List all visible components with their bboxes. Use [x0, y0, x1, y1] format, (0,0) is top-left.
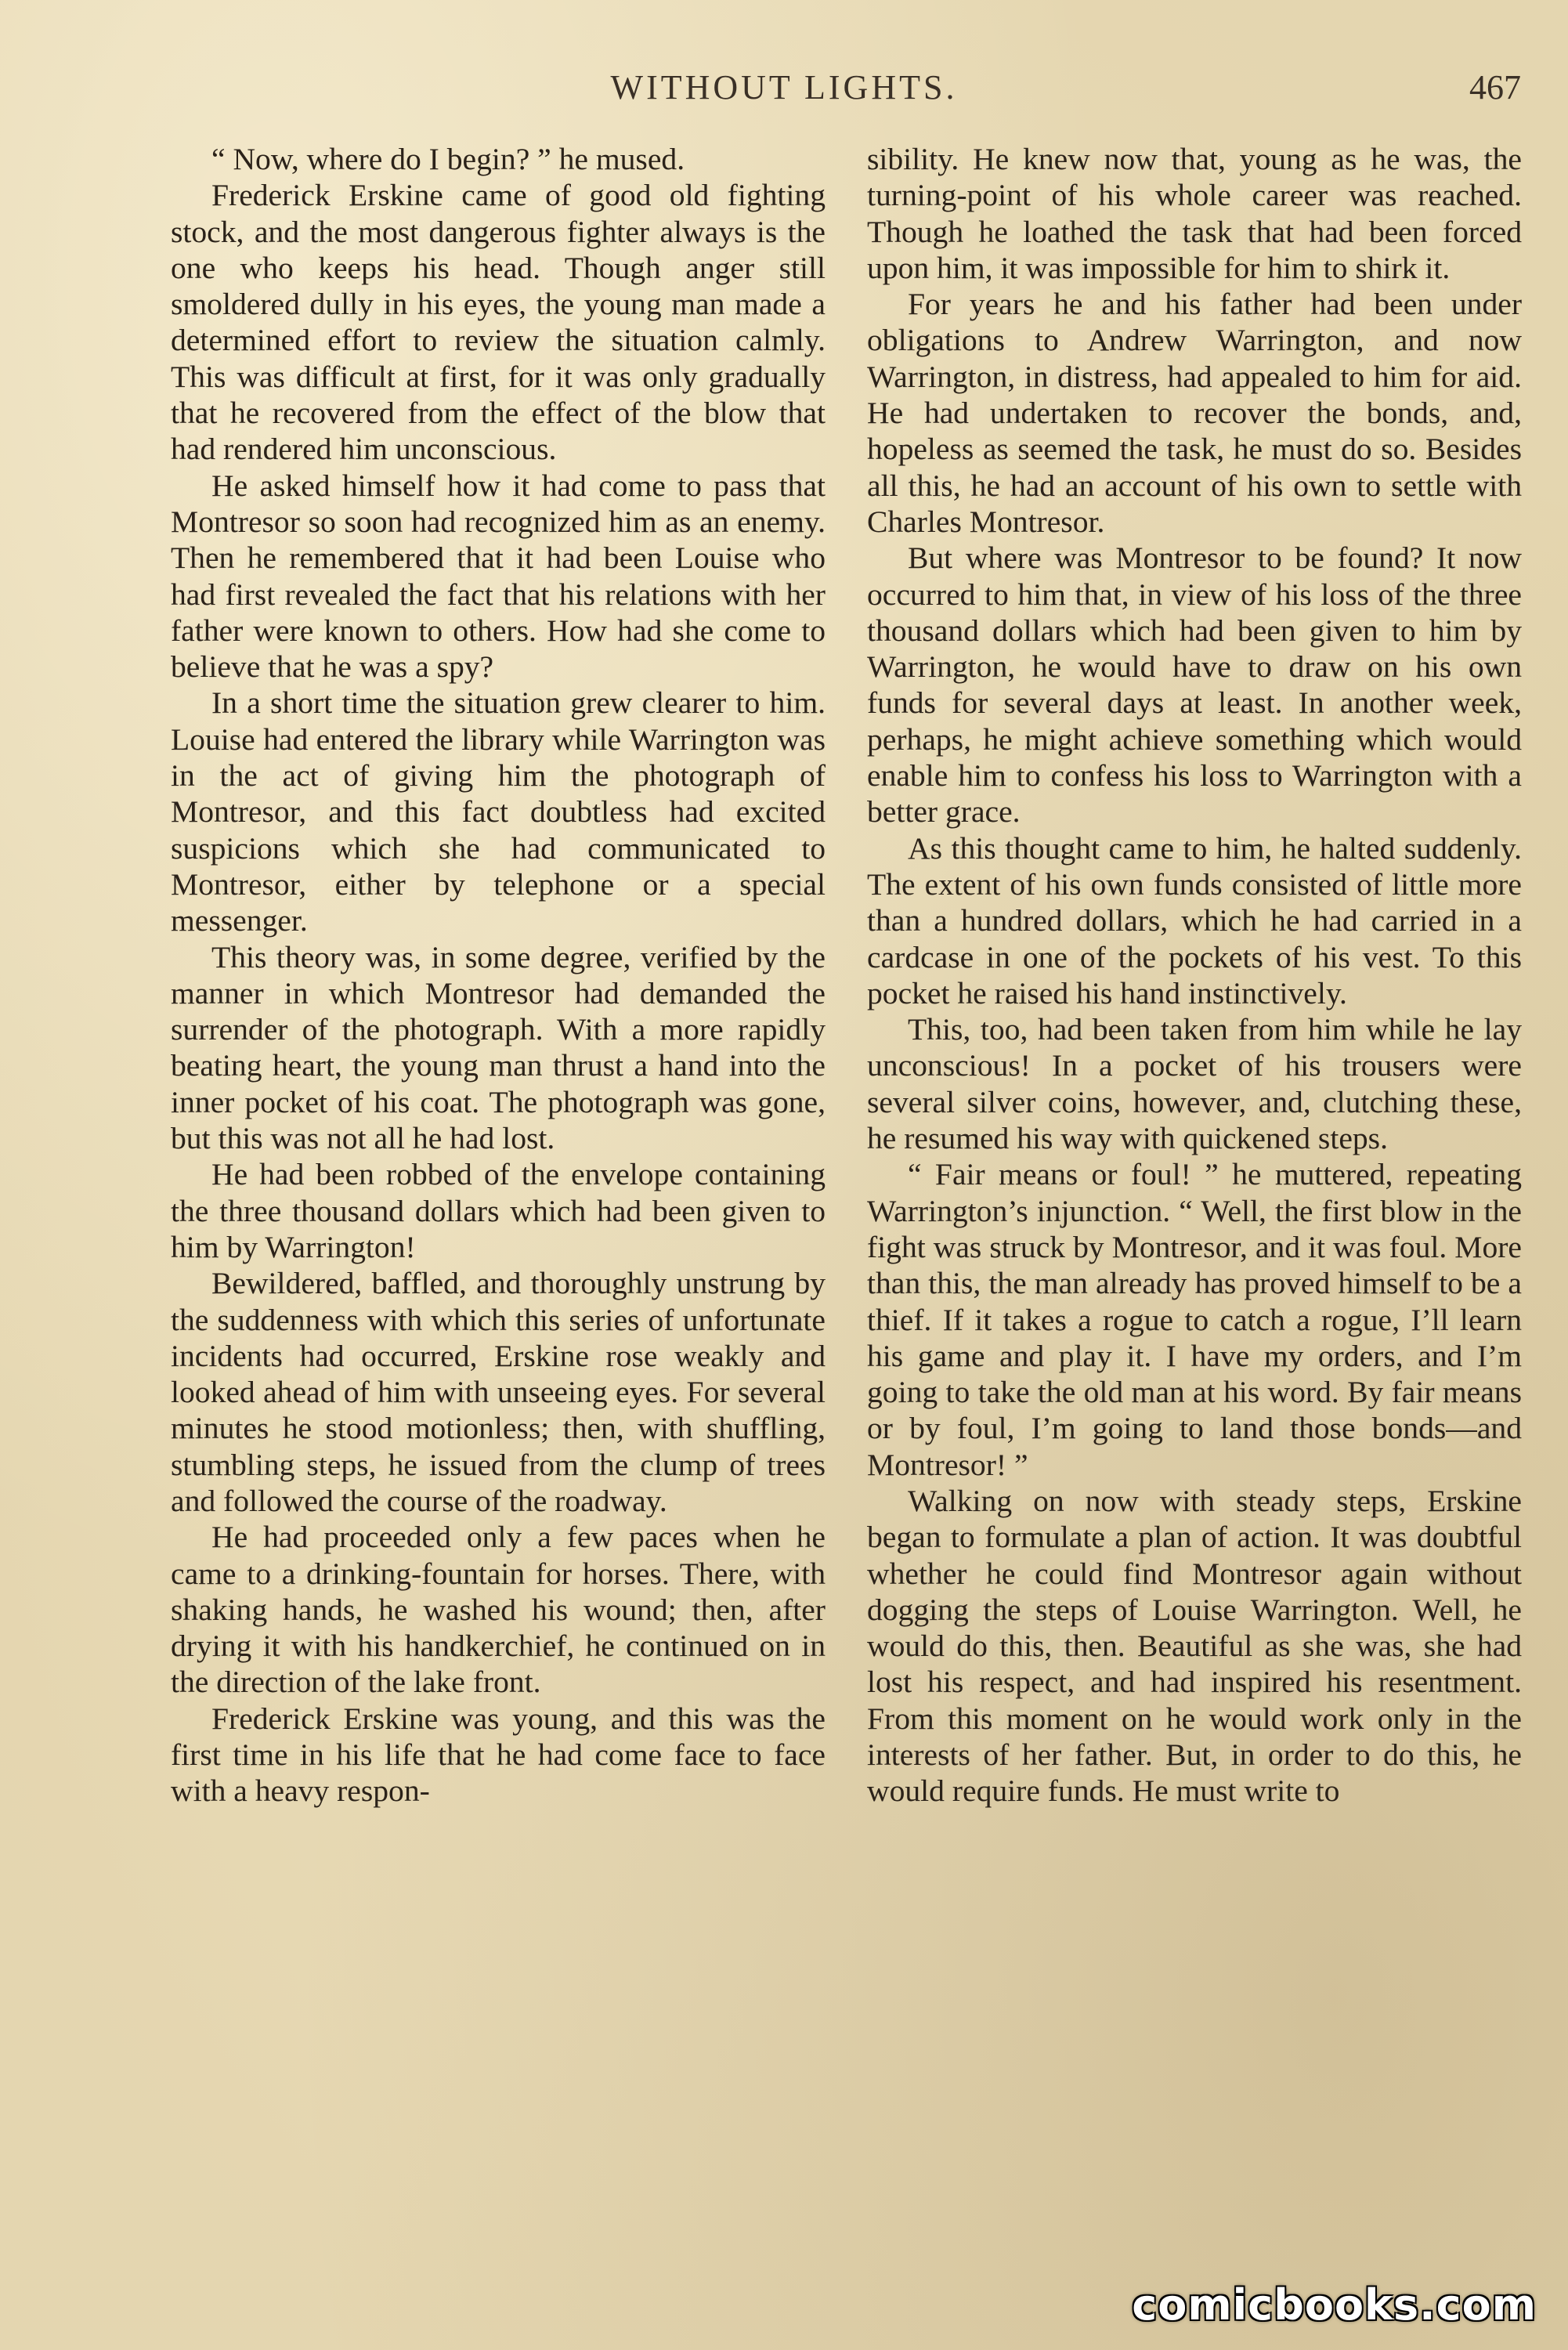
- paragraph: Frederick Erskine came of good old fighting stock, and the most dangerous fighter always is the one who keeps his head. Though anger still smoldered dully in his eyes, the young man made a determined effort to review the situation calmly. This was difficult at first, for it was only gradually that he recovered from the effect of the blow that had rendered him unconscious.: [171, 178, 826, 467]
- right-column: [867, 141, 1522, 2209]
- paragraph: In a short time the situation grew clearer to him. Louise had entered the library while Warrington was in the act of giving him the photograph of Montresor, and this fact doubtless had excited suspicions which she had communicated to Montresor, either by telephone or a special messenger.: [171, 685, 826, 938]
- left-column: [171, 141, 826, 2209]
- page-number: 467: [1469, 68, 1521, 107]
- running-title: WITHOUT LIGHTS.: [610, 68, 958, 107]
- paragraph: He had been robbed of the envelope containing the three thousand dollars which had been given to him by Warrington!: [171, 1157, 826, 1264]
- paragraph: But where was Montresor to be found? It now occurred to him that, in view of his loss of the three thousand dollars which had been given to him by Warrington, he would have to draw on his own funds for several days at least. In another week, perhaps, he might achieve something which would enable him to confess his loss to Warrington with a better grace.: [867, 540, 1522, 830]
- page-header: [0, 67, 1568, 122]
- paragraph: Bewildered, baffled, and thoroughly unstrung by the suddenness with which this series of unfortunate incidents had occurred, Erskine rose weakly and looked ahead of him with unseeing eyes. For several minutes he stood motionless; then, with shuffling, stumbling steps, he issued from the clump of trees and followed the course of the roadway.: [171, 1266, 826, 1518]
- paragraph-continuation: sibility. He knew now that, young as he was, the turning-point of his whole career was reached. Though he loathed the task that had been forced upon him, it was impossible for him to shirk it.: [867, 142, 1522, 285]
- paragraph: For years he and his father had been under obligations to Andrew Warrington, and now Warrington, in distress, had appealed to him for aid. He had undertaken to recover the bonds, and, hopeless as seemed the task, he must do so. Besides all this, he had an account of his own to settle with Charles Montresor.: [867, 287, 1522, 539]
- watermark: comicbooks.com: [1132, 2280, 1537, 2330]
- paragraph: “ Now, where do I begin? ” he mused.: [211, 142, 685, 176]
- paragraph: This theory was, in some degree, verified by the manner in which Montresor had demanded the surrender of the photograph. With a more rapidly beating heart, the young man thrust a hand into the inner pocket of his coat. The photograph was gone, but this was not all he had lost.: [171, 939, 826, 1156]
- paragraph: “ Fair means or foul! ” he muttered, repeating Warrington’s injunction. “ Well, the first blow in the fight was struck by Montresor, and it was foul. More than this, the man already has proved himself to be a thief. If it takes a rogue to catch a rogue, I’ll learn his game and play it. I have my orders, and I’m going to take the old man at his word. By fair means or by foul, I’m going to land those bonds—and Montresor! ”: [867, 1157, 1522, 1482]
- paragraph: Frederick Erskine was young, and this was the first time in his life that he had come face to face with a heavy respon-: [171, 1701, 826, 1809]
- paragraph: As this thought came to him, he halted suddenly. The extent of his own funds consisted of little more than a hundred dollars, which he had carried in a cardcase in one of the pockets of his vest. To this pocket he raised his hand instinctively.: [867, 830, 1522, 1010]
- paragraph: He asked himself how it had come to pass that Montresor so soon had recognized him as an enemy. Then he remembered that it had been Louise who had first revealed the fact that his relations with her father were known to others. How had she come to believe that he was a spy?: [171, 468, 826, 685]
- paragraph: Walking on now with steady steps, Erskine began to formulate a plan of action. It was doubtful whether he could find Montresor again without dogging the steps of Louise Warrington. Well, he would do this, then. Beautiful as she was, she had lost his respect, and had inspired his resentment. From this moment on he would work only in the interests of her father. But, in order to do this, he would require funds. He must write to: [867, 1483, 1522, 1809]
- paragraph: He had proceeded only a few paces when he came to a drinking-fountain for horses. There, with shaking hands, he washed his wound; then, after drying it with his handkerchief, he continued on in the direction of the lake front.: [171, 1520, 826, 1700]
- paragraph: This, too, had been taken from him while he lay unconscious! In a pocket of his trousers were several silver coins, however, and, clutching these, he resumed his way with quickened steps.: [867, 1012, 1522, 1156]
